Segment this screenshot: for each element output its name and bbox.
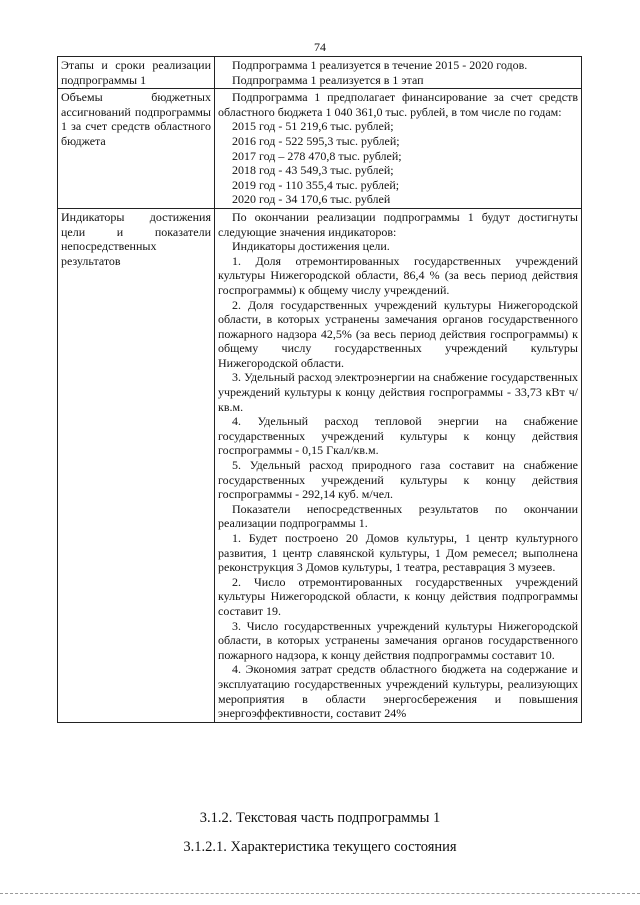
table-row bbox=[58, 89, 582, 209]
table-row bbox=[58, 208, 582, 722]
paragraph: 1. Доля отремонтированных государственных учреждений культуры Нижегородской области, 86,4 % (за весь период действия госпрограммы) к общему числу учреждений. bbox=[218, 253, 578, 297]
paragraph: 5. Удельный расход природного газа составит на снабжение государственных учреждений культуры к концу действия госпрограммы - 292,14 куб. м/чел. bbox=[218, 458, 578, 502]
section-heading: 3.1.2. Текстовая часть подпрограммы 1 bbox=[199, 810, 441, 826]
row-value bbox=[215, 89, 582, 209]
subsection-heading: 3.1.2.1. Характеристика текущего состояния bbox=[183, 839, 457, 855]
year-line: 2018 год - 43 549,3 тыс. рублей; bbox=[232, 163, 394, 178]
paragraph: 2. Число отремонтированных государственных учреждений культуры Нижегородской области, к концу действия подпрограммы составит 19. bbox=[218, 574, 578, 618]
row-label: Индикаторы достижения цели и показатели непосредственных результатов bbox=[58, 208, 215, 722]
paragraph: 4. Удельный расход тепловой энергии на снабжение государственных учреждений культуры к концу действия госпрограммы - 0,15 Гкал/кв.м. bbox=[218, 414, 578, 458]
table-row bbox=[58, 57, 582, 89]
row-label: Этапы и сроки реализации подпрограммы 1 bbox=[58, 57, 215, 89]
paragraph: Индикаторы достижения цели. bbox=[232, 239, 390, 254]
year-line: 2015 год - 51 219,6 тыс. рублей; bbox=[232, 119, 394, 134]
paragraph: 3. Удельный расход электроэнергии на снабжение государственных учреждений культуры к концу действия госпрограммы - 33,73 кВт ч/кв.м. bbox=[218, 370, 578, 414]
paragraph: Показатели непосредственных результатов по окончании реализации подпрограммы 1. bbox=[218, 501, 578, 531]
year-line: 2016 год - 522 595,3 тыс. рублей; bbox=[232, 133, 400, 148]
paragraph: По окончании реализации подпрограммы 1 будут достигнуты следующие значения индикаторов: bbox=[218, 209, 578, 239]
page-number: 74 bbox=[314, 40, 326, 54]
year-line: 2020 год - 34 170,6 тыс. рублей bbox=[232, 192, 391, 207]
text-line: Подпрограмма 1 реализуется в 1 этап bbox=[232, 72, 424, 87]
row-value bbox=[215, 208, 582, 722]
row-value bbox=[215, 57, 582, 89]
paragraph: 4. Экономия затрат средств областного бюджета на содержание и эксплуатацию государственных учреждений культуры, реализующих мероприятия в области энергосбережения и повышения энергоэффективности, составит 24% bbox=[218, 662, 578, 721]
page-bottom-divider bbox=[0, 893, 640, 894]
year-line: 2019 год - 110 355,4 тыс. рублей; bbox=[232, 177, 400, 192]
text-line: Подпрограмма 1 реализуется в течение 2015 - 2020 годов. bbox=[232, 58, 528, 72]
paragraph: 3. Число государственных учреждений культуры Нижегородской области, в которых устранены замечания органов государственного пожарного надзора, к концу действия подпрограммы составит 10. bbox=[218, 618, 578, 662]
paragraph: 1. Будет построено 20 Домов культуры, 1 центр культурного развития, 1 центр славянской культуры, 1 Дом ремесел; выполнена реконструкция 3 Домов культуры, 1 театра, реставрация 3 музеев. bbox=[218, 531, 578, 575]
text-line: Подпрограмма 1 предполагает финансирование за счет средств областного бюджета 1 040 361,0 тыс. рублей, в том числе по годам: bbox=[218, 90, 578, 119]
year-line: 2017 год – 278 470,8 тыс. рублей; bbox=[232, 148, 402, 163]
passport-table bbox=[57, 56, 582, 723]
row-label: Объемы бюджетных ассигнований подпрограммы 1 за счет средств областного бюджета bbox=[58, 89, 215, 209]
paragraph: 2. Доля государственных учреждений культуры Нижегородской области, в которых устранены замечания органов государственного пожарного надзора 42,5% (за весь период действия госпрограммы) к общему числу государственных учреждений культуры Нижегородской области. bbox=[218, 297, 578, 370]
